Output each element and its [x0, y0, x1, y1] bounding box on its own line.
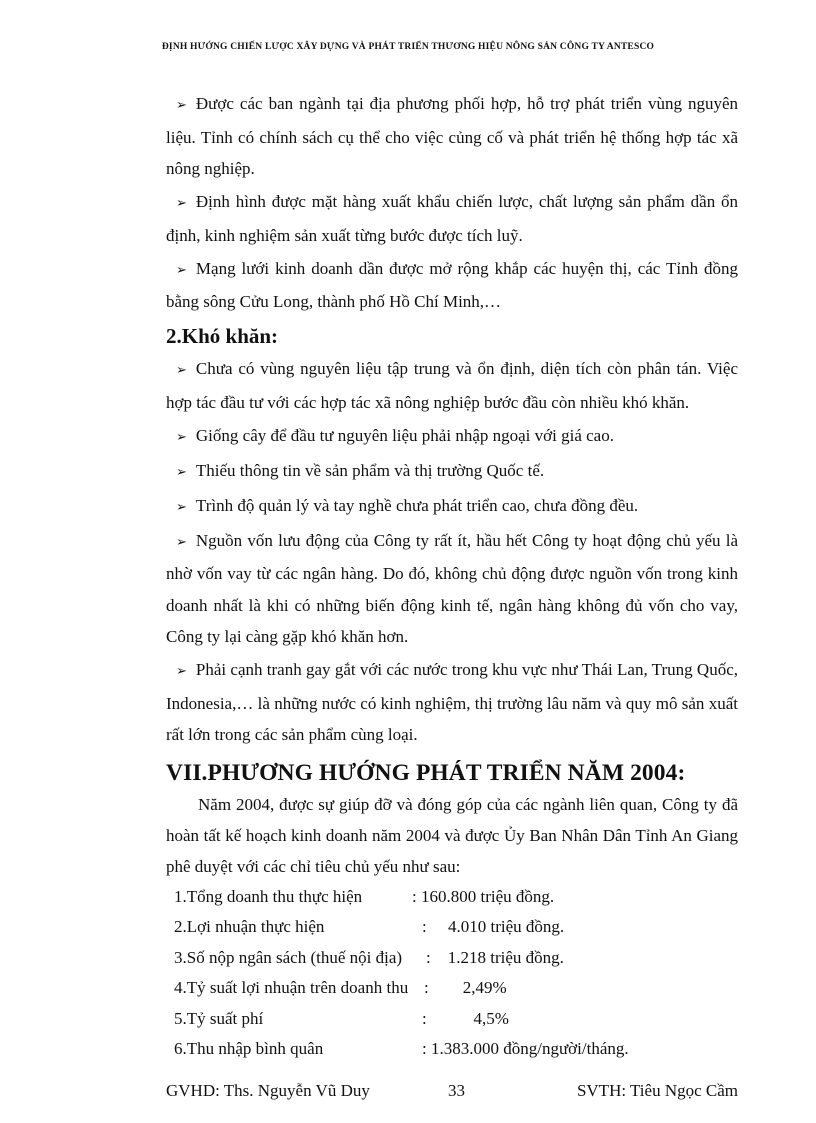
page-footer	[166, 1081, 738, 1103]
difficulty-bullet-6	[166, 654, 738, 751]
arrow-bullet-icon: ➢	[176, 464, 187, 480]
target-row	[166, 882, 738, 913]
advantage-bullet-3	[166, 253, 738, 318]
target-value: : 2,49%	[424, 978, 507, 997]
difficulty-text-4: Trình độ quản lý và tay nghề chưa phát triển cao, chưa đồng đều.	[195, 495, 639, 515]
target-value: : 160.800 triệu đồng.	[412, 886, 555, 906]
advantage-text-2: Định hình được mặt hàng xuất khẩu chiến lược, chất lượng sản phẩm dần ổn định, kinh nghiệm sản xuất từng bước được tích luỹ.	[166, 192, 738, 245]
difficulty-text-2: Giống cây để đầu tư nguyên liệu phải nhập ngoại với giá cao.	[195, 425, 614, 445]
target-value: : 1.383.000 đồng/người/tháng.	[422, 1039, 629, 1058]
target-label: 4.Tỷ suất lợi nhuận trên doanh thu	[174, 978, 409, 997]
page-number: 33	[448, 1081, 465, 1100]
arrow-bullet-icon: ➢	[176, 262, 187, 278]
arrow-bullet-icon: ➢	[176, 98, 187, 113]
target-row	[166, 1004, 738, 1035]
difficulty-bullet-1	[166, 353, 738, 418]
difficulty-bullet-4	[166, 490, 738, 524]
running-header: ĐỊNH HƯỚNG CHIẾN LƯỢC XÂY DỰNG VÀ PHÁT TRIỂN THƯƠNG HIỆU NÔNG SẢN CÔNG TY ANTESCO	[161, 42, 655, 52]
advantage-bullet-2	[166, 186, 738, 251]
difficulty-bullet-5	[166, 525, 738, 653]
difficulty-text-6: Phải cạnh tranh gay gắt với các nước trong khu vực như Thái Lan, Trung Quốc, Indonesia,… là những nước có kinh nghiệm, thị trường lâu năm và quy mô sản xuất rất lớn trong các sản phẩm cùng loại.	[166, 660, 738, 744]
target-value: : 1.218 triệu đồng.	[426, 947, 564, 967]
target-value: : 4.010 triệu đồng.	[422, 917, 565, 936]
section-heading-development-2004: VII.PHƯƠNG HƯỚNG PHÁT TRIỂN NĂM 2004:	[166, 759, 686, 786]
arrow-bullet-icon: ➢	[176, 499, 187, 515]
footer-student: SVTH: Tiêu Ngọc Cầm	[576, 1081, 738, 1100]
arrow-bullet-icon: ➢	[176, 664, 187, 679]
difficulty-bullet-2	[166, 420, 738, 454]
footer-advisor: GVHD: Ths. Nguyễn Vũ Duy	[166, 1081, 370, 1100]
advantage-bullet-1	[166, 88, 738, 185]
target-label: 1.Tổng doanh thu thực hiện	[174, 886, 363, 906]
target-row	[166, 973, 738, 1004]
page-body	[166, 88, 738, 1065]
target-row	[166, 943, 738, 974]
difficulty-text-1: Chưa có vùng nguyên liệu tập trung và ổn định, diện tích còn phân tán. Việc hợp tác đầu tư với các hợp tác xã nông nghiệp bước đầu còn nhiều khó khăn.	[166, 359, 738, 412]
target-row	[166, 1034, 738, 1065]
advantage-text-3: Mạng lưới kinh doanh dần được mở rộng khắp các huyện thị, các Tỉnh đồng bằng sông Cửu Long, thành phố Hồ Chí Minh,…	[166, 258, 738, 311]
arrow-bullet-icon: ➢	[176, 534, 187, 550]
arrow-bullet-icon: ➢	[176, 429, 187, 445]
target-value: : 4,5%	[422, 1008, 509, 1028]
advantage-text-1: Được các ban ngành tại địa phương phối hợp, hỗ trợ phát triển vùng nguyên liệu. Tỉnh có chính sách cụ thể cho việc củng cố và phát triển hệ thống hợp tác xã nông nghiệp.	[166, 94, 738, 178]
section-heading-difficulties: 2.Khó khăn:	[166, 324, 279, 348]
arrow-bullet-icon: ➢	[176, 196, 187, 211]
difficulty-bullet-3	[166, 455, 738, 489]
target-row	[166, 912, 738, 943]
target-label: 3.Số nộp ngân sách (thuế nội địa)	[174, 947, 403, 967]
target-label: 5.Tỷ suất phí	[174, 1008, 264, 1028]
development-intro: Năm 2004, được sự giúp đỡ và đóng góp của các ngành liên quan, Công ty đã hoàn tất kế hoạch kinh doanh năm 2004 và được Ủy Ban Nhân Dân Tỉnh An Giang phê duyệt với các chỉ tiêu chủ yếu như sau:	[166, 794, 738, 876]
difficulty-text-3: Thiếu thông tin về sản phẩm và thị trường Quốc tế.	[195, 460, 545, 480]
difficulty-text-5: Nguồn vốn lưu động của Công ty rất ít, hầu hết Công ty hoạt động chủ yếu là nhờ vốn vay từ các ngân hàng. Do đó, không chủ động được nguồn vốn trong kinh doanh nhất là khi có những biến động kinh tế, ngân hàng không đủ vốn cho vay, Công ty lại càng gặp khó khăn hơn.	[166, 530, 738, 646]
target-label: 6.Thu nhập bình quân	[174, 1039, 324, 1058]
target-label: 2.Lợi nhuận thực hiện	[174, 917, 325, 936]
arrow-bullet-icon: ➢	[176, 363, 187, 378]
